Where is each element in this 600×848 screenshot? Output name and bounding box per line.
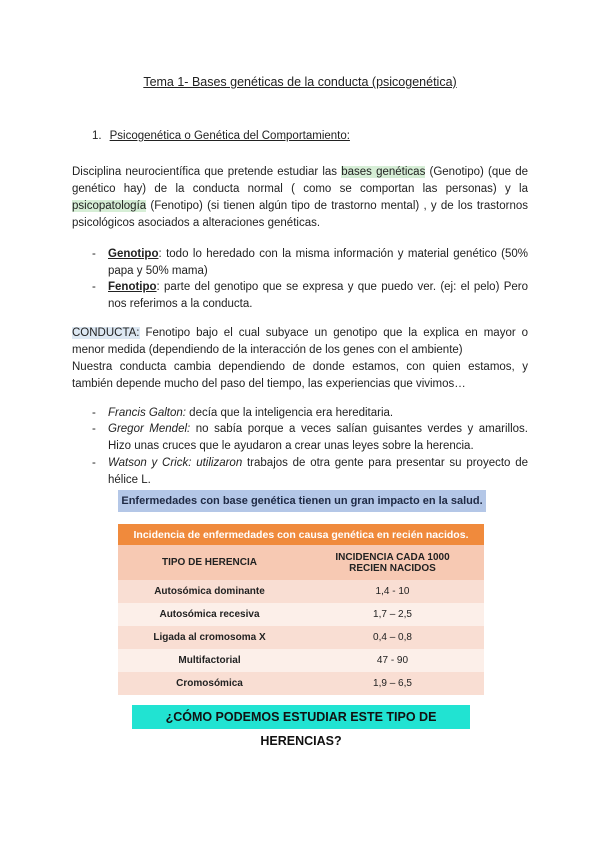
- text-galton: decía que la inteligencia era hereditaria.: [185, 407, 394, 419]
- person-watson-crick: [92, 455, 528, 489]
- person-galton: [92, 405, 528, 422]
- row-type: Autosómica dominante: [118, 580, 301, 603]
- table-row: [118, 580, 484, 603]
- table-caption-row: [118, 524, 484, 545]
- definition-fenotipo: [92, 279, 528, 313]
- intro-paragraph: [72, 164, 528, 232]
- table-row: [118, 672, 484, 695]
- table-row: [118, 649, 484, 672]
- name-mendel: Gregor Mendel:: [108, 423, 191, 435]
- row-value: 0,4 – 0,8: [301, 626, 484, 649]
- term-fenotipo: Fenotipo: [108, 281, 157, 293]
- impact-banner: Enfermedades con base genética tienen un gran impacto en la salud.: [118, 490, 486, 512]
- row-type: Cromosómica: [118, 672, 301, 695]
- bullet-dash: -: [92, 423, 96, 435]
- incidence-table: [118, 524, 484, 695]
- section-heading-text: Psicogenética o Genética del Comportamiento:: [109, 130, 350, 142]
- person-mendel: [92, 421, 528, 455]
- intro-text-1: Disciplina neurocientífica que pretende estudiar las: [72, 166, 342, 178]
- row-value: 1,4 - 10: [301, 580, 484, 603]
- row-type: Ligada al cromosoma X: [118, 626, 301, 649]
- highlight-bases-geneticas: bases genéticas: [341, 166, 426, 178]
- row-value: 1,7 – 2,5: [301, 603, 484, 626]
- bullet-dash: -: [92, 407, 96, 419]
- bullet-dash: -: [92, 248, 96, 260]
- row-type: Multifactorial: [118, 649, 301, 672]
- table-row: [118, 603, 484, 626]
- bullet-dash: -: [92, 281, 96, 293]
- def-genotipo: : todo lo heredado con la misma información y material genético (50% papa y 50% mama): [108, 248, 528, 277]
- conducta-text: Fenotipo bajo el cual subyace un genotipo que la explica en mayor o menor medida (dependiendo de la interacción de los genes con el ambiente): [72, 327, 528, 356]
- table-row: [118, 626, 484, 649]
- row-value: 1,9 – 6,5: [301, 672, 484, 695]
- text-watson-crick: trabajos de otra gente para presentar su proyecto de hélice L.: [108, 457, 528, 486]
- intro-text-3: (Fenotipo) (si tienen algún tipo de trastorno mental) , y de los trastornos psicológicos asociados a alteraciones genéticas.: [72, 200, 528, 229]
- table-header-row: [118, 545, 484, 580]
- bullet-dash: -: [92, 457, 96, 469]
- conducta-label: CONDUCTA:: [72, 327, 140, 339]
- conducta-text-2: Nuestra conducta cambia dependiendo de donde estamos, con quien estamos, y también depende mucho del paso del tiempo, las experiencias que vivimos…: [72, 361, 528, 390]
- header-incidencia-text: INCIDENCIA CADA 1000 RECIEN NACIDOS: [335, 551, 450, 574]
- name-watson-crick: Watson y Crick: utilizaron: [108, 457, 243, 469]
- def-fenotipo: : parte del genotipo que se expresa y que puedo ver. (ej: el pelo) Pero nos referimos a la conducta.: [108, 281, 528, 310]
- row-value: 47 - 90: [301, 649, 484, 672]
- table-caption: Incidencia de enfermedades con causa genética en recién nacidos.: [118, 524, 484, 545]
- intro-text-2: (Genotipo) (que de genético hay) de la conducta normal ( como se comportan las personas) y la: [72, 166, 528, 195]
- section-heading: [92, 130, 350, 142]
- section-number: 1.: [92, 130, 102, 142]
- definition-genotipo: [92, 246, 528, 280]
- highlight-psicopatologia: psicopatología: [72, 200, 147, 212]
- header-tipo: TIPO DE HERENCIA: [118, 545, 301, 580]
- header-incidencia: [301, 545, 484, 580]
- question-heading: ¿CÓMO PODEMOS ESTUDIAR ESTE TIPO DE HERENCIAS?: [132, 705, 470, 729]
- document-title: Tema 1- Bases genéticas de la conducta (psicogenética): [143, 75, 457, 89]
- text-mendel: no sabía porque a veces salían guisantes verdes y amarillos. Hizo unas cruces que le ayudaron a crear unas leyes sobre la herencia.: [108, 423, 528, 452]
- term-genotipo: Genotipo: [108, 248, 159, 260]
- row-type: Autosómica recesiva: [118, 603, 301, 626]
- conducta-paragraph: [72, 325, 528, 393]
- name-galton: Francis Galton:: [108, 407, 186, 419]
